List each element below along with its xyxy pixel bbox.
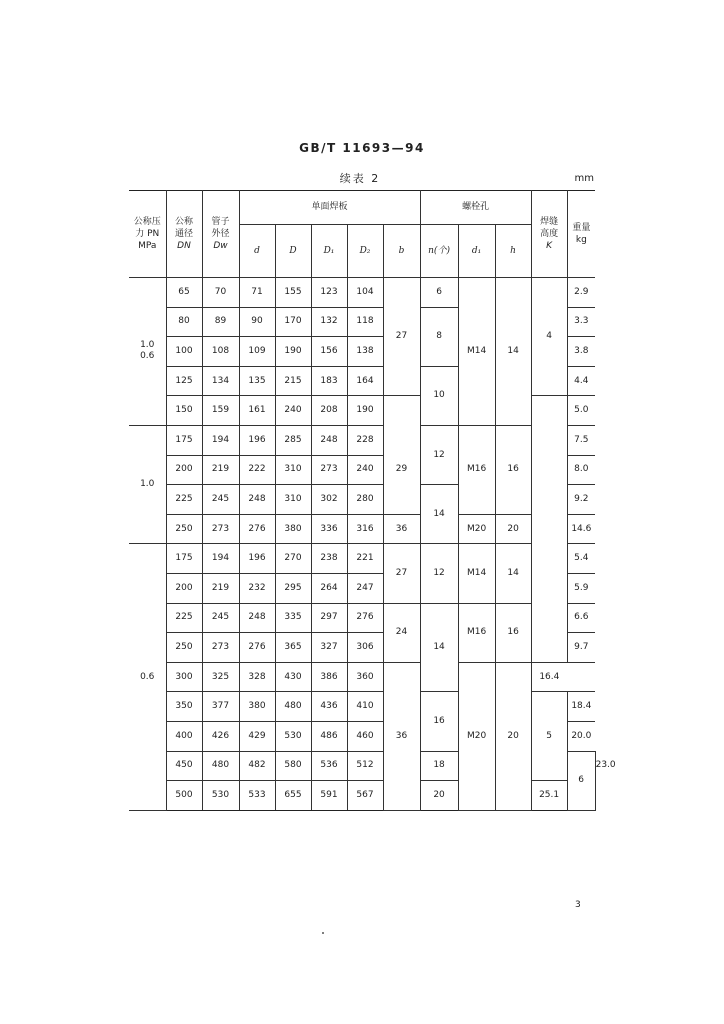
cell-D1: 436	[311, 692, 347, 722]
page-number: 3	[575, 900, 581, 910]
cell-d: 248	[239, 485, 275, 515]
cell-dw: 89	[202, 307, 239, 337]
cell-D: 215	[275, 366, 311, 396]
cell-dw: 480	[202, 751, 239, 781]
cell-D2: 228	[347, 425, 383, 455]
cell-dn: 200	[166, 573, 202, 603]
header-D2: D₂	[347, 225, 383, 278]
header-row-1	[129, 191, 595, 225]
cell-dw: 219	[202, 455, 239, 485]
pressure-cell: 1.0 0.6	[129, 278, 166, 426]
cell-D1: 183	[311, 366, 347, 396]
table-caption: 续表 2	[339, 172, 381, 185]
cell-D: 335	[275, 603, 311, 633]
cell-weight: 5.4	[567, 544, 595, 574]
cell-k-empty	[531, 396, 567, 662]
cell-D1: 327	[311, 633, 347, 663]
cell-D: 380	[275, 514, 311, 544]
cell-D2: 567	[347, 781, 383, 811]
cell-b: 27	[383, 544, 420, 603]
cell-weight: 5.9	[567, 573, 595, 603]
cell-dn: 250	[166, 514, 202, 544]
cell-D1: 208	[311, 396, 347, 426]
cell-dn: 100	[166, 337, 202, 367]
cell-weight: 3.8	[567, 337, 595, 367]
cell-weight: 7.5	[567, 425, 595, 455]
cell-D: 310	[275, 485, 311, 515]
cell-dw: 194	[202, 544, 239, 574]
cell-h: 20	[495, 514, 531, 544]
cell-D: 295	[275, 573, 311, 603]
cell-n: 10	[420, 366, 458, 425]
cell-weight: 3.3	[567, 307, 595, 337]
cell-dw: 194	[202, 425, 239, 455]
cell-d: 222	[239, 455, 275, 485]
cell-n: 12	[420, 544, 458, 603]
table-row	[129, 662, 595, 692]
cell-n: 8	[420, 307, 458, 366]
cell-d: 482	[239, 751, 275, 781]
cell-D1: 248	[311, 425, 347, 455]
cell-dw: 530	[202, 781, 239, 811]
cell-D2: 118	[347, 307, 383, 337]
cell-d: 71	[239, 278, 275, 308]
cell-weight: 20.0	[567, 721, 595, 751]
cell-D1: 302	[311, 485, 347, 515]
table-row	[129, 544, 595, 574]
cell-D2: 138	[347, 337, 383, 367]
cell-dw: 219	[202, 573, 239, 603]
cell-d: 232	[239, 573, 275, 603]
cell-d: 135	[239, 366, 275, 396]
cell-dn: 125	[166, 366, 202, 396]
cell-D1: 297	[311, 603, 347, 633]
cell-h: 16	[495, 425, 531, 514]
cell-n: 18	[420, 751, 458, 781]
cell-dw: 273	[202, 514, 239, 544]
cell-k: 6	[567, 751, 595, 810]
cell-weight: 6.6	[567, 603, 595, 633]
cell-D: 190	[275, 337, 311, 367]
cell-D1: 273	[311, 455, 347, 485]
cell-dn: 250	[166, 633, 202, 663]
cell-d1: M14	[458, 544, 495, 603]
cell-D2: 280	[347, 485, 383, 515]
cell-D2: 221	[347, 544, 383, 574]
table-row: 450 480 482 580 536 512 18 6 23.0	[129, 751, 595, 781]
cell-D: 580	[275, 751, 311, 781]
header-h: h	[495, 225, 531, 278]
cell-D1: 336	[311, 514, 347, 544]
cell-d1: M20	[458, 514, 495, 544]
cell-h: 20	[495, 662, 531, 810]
cell-D1: 486	[311, 721, 347, 751]
cell-dw: 245	[202, 485, 239, 515]
cell-dw: 134	[202, 366, 239, 396]
header-d1: d₁	[458, 225, 495, 278]
cell-d: 276	[239, 633, 275, 663]
cell-D: 155	[275, 278, 311, 308]
cell-b-empty	[383, 396, 420, 426]
cell-D2: 410	[347, 692, 383, 722]
cell-D1: 123	[311, 278, 347, 308]
scan-speck	[322, 932, 324, 934]
cell-weight: 9.2	[567, 485, 595, 515]
cell-D2: 306	[347, 633, 383, 663]
header-nominal-diameter: 公称通径 DN	[166, 191, 202, 278]
cell-dw: 108	[202, 337, 239, 367]
cell-b: 29	[383, 425, 420, 514]
cell-D: 530	[275, 721, 311, 751]
cell-d: 109	[239, 337, 275, 367]
cell-n: 6	[420, 278, 458, 308]
cell-weight: 14.6	[567, 514, 595, 544]
header-weight: 重量 kg	[567, 191, 595, 278]
cell-d: 429	[239, 721, 275, 751]
cell-D1: 591	[311, 781, 347, 811]
cell-b: 36	[383, 662, 420, 810]
cell-D1: 536	[311, 751, 347, 781]
cell-D: 310	[275, 455, 311, 485]
cell-dw: 325	[202, 662, 239, 692]
cell-n: 20	[420, 781, 458, 811]
cell-D: 285	[275, 425, 311, 455]
cell-weight: 2.9	[567, 278, 595, 308]
flange-spec-table	[129, 190, 616, 811]
cell-D: 270	[275, 544, 311, 574]
cell-dw: 70	[202, 278, 239, 308]
cell-d: 90	[239, 307, 275, 337]
cell-D2: 190	[347, 396, 383, 426]
cell-dn: 200	[166, 455, 202, 485]
cell-D1: 238	[311, 544, 347, 574]
cell-D: 480	[275, 692, 311, 722]
cell-d: 380	[239, 692, 275, 722]
cell-n: 16	[420, 692, 458, 751]
cell-D2: 247	[347, 573, 383, 603]
cell-D1: 264	[311, 573, 347, 603]
cell-weight: 16.4	[531, 662, 567, 692]
cell-n: 14	[420, 603, 458, 692]
cell-dn: 400	[166, 721, 202, 751]
cell-h: 14	[495, 278, 531, 426]
cell-dn: 150	[166, 396, 202, 426]
cell-dn: 500	[166, 781, 202, 811]
cell-k: 5	[531, 692, 567, 781]
table-row	[129, 603, 595, 633]
cell-D2: 512	[347, 751, 383, 781]
cell-d1: M14	[458, 278, 495, 426]
cell-D2: 316	[347, 514, 383, 544]
cell-weight: 9.7	[567, 633, 595, 663]
cell-weight: 18.4	[567, 692, 595, 722]
cell-weight: 4.4	[567, 366, 595, 396]
cell-h: 14	[495, 544, 531, 603]
header-D1: D₁	[311, 225, 347, 278]
header-d: d	[239, 225, 275, 278]
cell-weight: 5.0	[567, 396, 595, 426]
cell-D2: 360	[347, 662, 383, 692]
table-row	[129, 514, 595, 544]
cell-D2: 240	[347, 455, 383, 485]
pressure-cell: 0.6	[129, 544, 166, 810]
header-pressure: 公称压力 PN MPa	[129, 191, 166, 278]
cell-dw: 377	[202, 692, 239, 722]
cell-dn: 225	[166, 603, 202, 633]
cell-d1: M16	[458, 425, 495, 514]
cell-d: 276	[239, 514, 275, 544]
cell-n: 12	[420, 425, 458, 484]
cell-h: 16	[495, 603, 531, 662]
cell-D2: 104	[347, 278, 383, 308]
cell-D1: 156	[311, 337, 347, 367]
cell-d: 196	[239, 544, 275, 574]
cell-weight: 25.1	[531, 781, 567, 811]
cell-D: 365	[275, 633, 311, 663]
header-weld-height: 焊缝高度 K	[531, 191, 567, 278]
header-D: D	[275, 225, 311, 278]
cell-b: 27	[383, 278, 420, 396]
table-row	[129, 425, 595, 455]
cell-b: 36	[383, 514, 420, 544]
cell-dn: 450	[166, 751, 202, 781]
cell-d: 533	[239, 781, 275, 811]
cell-D1: 386	[311, 662, 347, 692]
cell-d: 248	[239, 603, 275, 633]
unit-label: mm	[574, 173, 594, 184]
cell-dn: 80	[166, 307, 202, 337]
cell-dn: 300	[166, 662, 202, 692]
cell-dn: 175	[166, 425, 202, 455]
cell-dn: 175	[166, 544, 202, 574]
table-row	[129, 278, 595, 308]
pressure-cell: 1.0	[129, 425, 166, 543]
cell-n: 14	[420, 485, 458, 544]
cell-D2: 460	[347, 721, 383, 751]
cell-dn: 225	[166, 485, 202, 515]
cell-b: 24	[383, 603, 420, 662]
standard-id: GB/T 11693—94	[299, 141, 425, 155]
cell-D: 655	[275, 781, 311, 811]
cell-k: 4	[531, 278, 567, 396]
cell-dw: 245	[202, 603, 239, 633]
header-pipe-od: 管子外径 Dw	[202, 191, 239, 278]
cell-weight: 8.0	[567, 455, 595, 485]
cell-D2: 276	[347, 603, 383, 633]
cell-d: 161	[239, 396, 275, 426]
cell-d: 328	[239, 662, 275, 692]
header-b: b	[383, 225, 420, 278]
header-n: n(个)	[420, 225, 458, 278]
cell-dw: 159	[202, 396, 239, 426]
header-flange-group: 单面焊板	[239, 191, 420, 225]
cell-D1: 132	[311, 307, 347, 337]
cell-d1: M20	[458, 662, 495, 810]
cell-d: 196	[239, 425, 275, 455]
cell-D: 430	[275, 662, 311, 692]
cell-dw: 426	[202, 721, 239, 751]
cell-D: 240	[275, 396, 311, 426]
cell-dw: 273	[202, 633, 239, 663]
cell-D: 170	[275, 307, 311, 337]
cell-d1: M16	[458, 603, 495, 662]
header-bolt-group: 螺栓孔	[420, 191, 531, 225]
cell-D2: 164	[347, 366, 383, 396]
cell-dn: 350	[166, 692, 202, 722]
cell-dn: 65	[166, 278, 202, 308]
